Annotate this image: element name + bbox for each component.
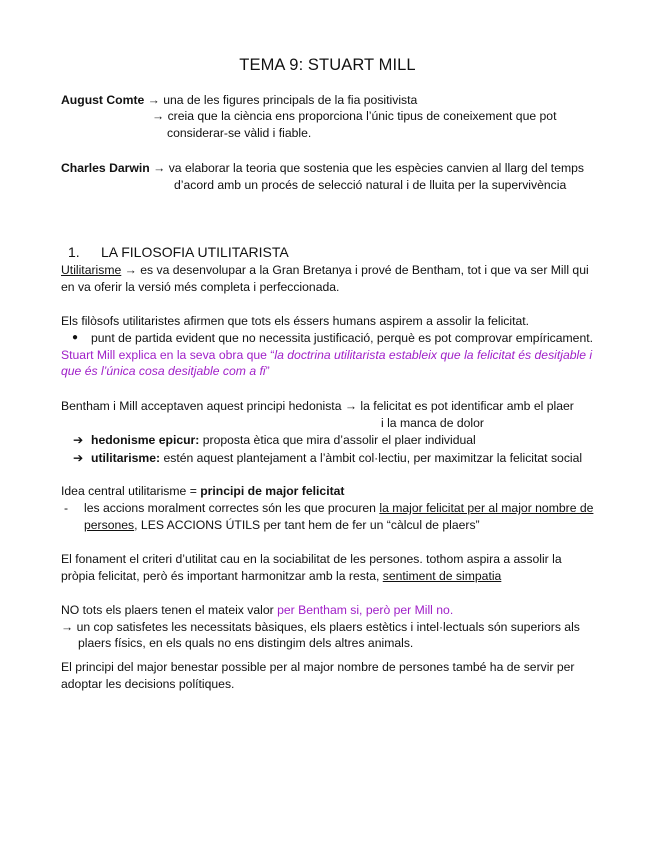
bullet-dot: ● <box>72 332 79 343</box>
principi-line-1: El principi del major benestar possible per al major nombre de persones també ha de servir per <box>61 660 575 674</box>
cop-line-1: → un cop satisfetes les necessitats bàsiques, els plaers estètics i intel·lectuals són superiors als <box>61 620 580 634</box>
utilitarisme-item-text: estén aquest plantejament a l’àmbit col·lectiu, per maximitzar la felicitat social <box>160 451 583 465</box>
idea-central <box>61 483 344 499</box>
arrow-icon: ➔ <box>73 451 84 465</box>
mill-quote-part-2: que és l’única cosa desitjable com a fi <box>61 364 266 378</box>
epicur-item <box>91 432 476 448</box>
epicur-text: proposta ètica que mira d’assolir el plaer individual <box>199 433 476 447</box>
utilitarisme-line-2: en va oferir la versió més completa i perfeccionada. <box>61 280 340 294</box>
comte-name: August Comte <box>61 93 145 107</box>
mill-quote-intro: Stuart Mill explica en la seva obra que “ <box>61 348 275 362</box>
idea-central-principle: principi de major felicitat <box>200 484 345 498</box>
idea-central-label: Idea central utilitarisme = <box>61 484 201 498</box>
philosophers-paragraph: Els filòsofs utilitaristes afirmen que tots els éssers humans aspirem a assolir la felicitat. <box>61 314 530 328</box>
utilitarisme-line-1 <box>61 262 589 278</box>
sentiment-simpatia: sentiment de simpatia <box>382 569 502 583</box>
arrow-icon: ➔ <box>73 433 84 447</box>
dash-marker: - <box>64 501 69 515</box>
plaers-purple-note: per Bentham si, però per Mill no. <box>277 603 454 617</box>
cop-line-2: plaers físics, en els quals no ens distingim dels altres animals. <box>78 636 414 650</box>
actions-text-2: , LES ACCIONS ÚTILS per tant hem de fer un “càlcul de plaers” <box>134 518 480 532</box>
actions-line-2 <box>84 517 480 533</box>
mill-quote-part-1: la doctrina utilitarista estableix que la felicitat és desitjable i <box>274 348 593 362</box>
plaers-text: NO tots els plaers tenen el mateix valor <box>61 603 278 617</box>
actions-underlined-2: persones <box>84 518 135 532</box>
utilitarisme-term: Utilitarisme <box>61 263 122 277</box>
darwin-text-1: → va elaborar la teoria que sostenia que les espècies canvien al llarg del temps <box>153 161 584 175</box>
darwin-text-2: d’acord amb un procés de selecció natural i de lluita per la supervivència <box>174 178 567 192</box>
principi-line-2: adoptar les decisions polítiques. <box>61 677 235 691</box>
comte-text-1: → una de les figures principals de la fia positivista <box>147 93 418 107</box>
actions-underlined-1: la major felicitat per al major nombre de <box>379 501 594 515</box>
fonament-line-2 <box>61 568 501 584</box>
darwin-name: Charles Darwin <box>61 161 150 175</box>
utilitarisme-text: → es va desenvolupar a la Gran Bretanya i prové de Bentham, tot i que va ser Mill qui <box>121 263 589 277</box>
hedonism-line-1: Bentham i Mill acceptaven aquest principi hedonista → la felicitat es pot identificar amb el plaer <box>61 399 574 413</box>
mill-quote-close: ” <box>265 364 270 378</box>
epicur-term: hedonisme epicur: <box>91 433 200 447</box>
comte-line-1 <box>61 92 417 108</box>
comte-text-3: considerar-se vàlid i fiable. <box>167 126 312 140</box>
utilitarisme-bold-term: utilitarisme: <box>91 451 161 465</box>
fonament-line-1: El fonament el criteri d’utilitat cau en la sociabilitat de les persones. tothom aspira a assolir la <box>61 552 562 566</box>
mill-quote-line-1 <box>61 347 592 363</box>
utilitarisme-item <box>91 450 582 466</box>
darwin-line-1 <box>61 160 584 176</box>
section-number: 1. <box>68 244 80 260</box>
actions-line-1 <box>84 500 593 516</box>
hedonism-line-2: i la manca de dolor <box>381 416 484 430</box>
comte-text-2: → creia que la ciència ens proporciona l’únic tipus de coneixement que pot <box>152 109 557 123</box>
bullet-item-1: punt de partida evident que no necessita justificació, perquè es pot comprovar empíricament. <box>91 331 594 345</box>
fonament-text-2: pròpia felicitat, però és important harmonitzar amb la resta, <box>61 569 383 583</box>
plaers-line <box>61 602 453 618</box>
mill-quote-line-2 <box>61 363 270 379</box>
section-heading: LA FILOSOFIA UTILITARISTA <box>101 244 289 260</box>
actions-text-1: les accions moralment correctes són les que procuren <box>84 501 380 515</box>
page-title: TEMA 9: STUART MILL <box>239 56 416 74</box>
